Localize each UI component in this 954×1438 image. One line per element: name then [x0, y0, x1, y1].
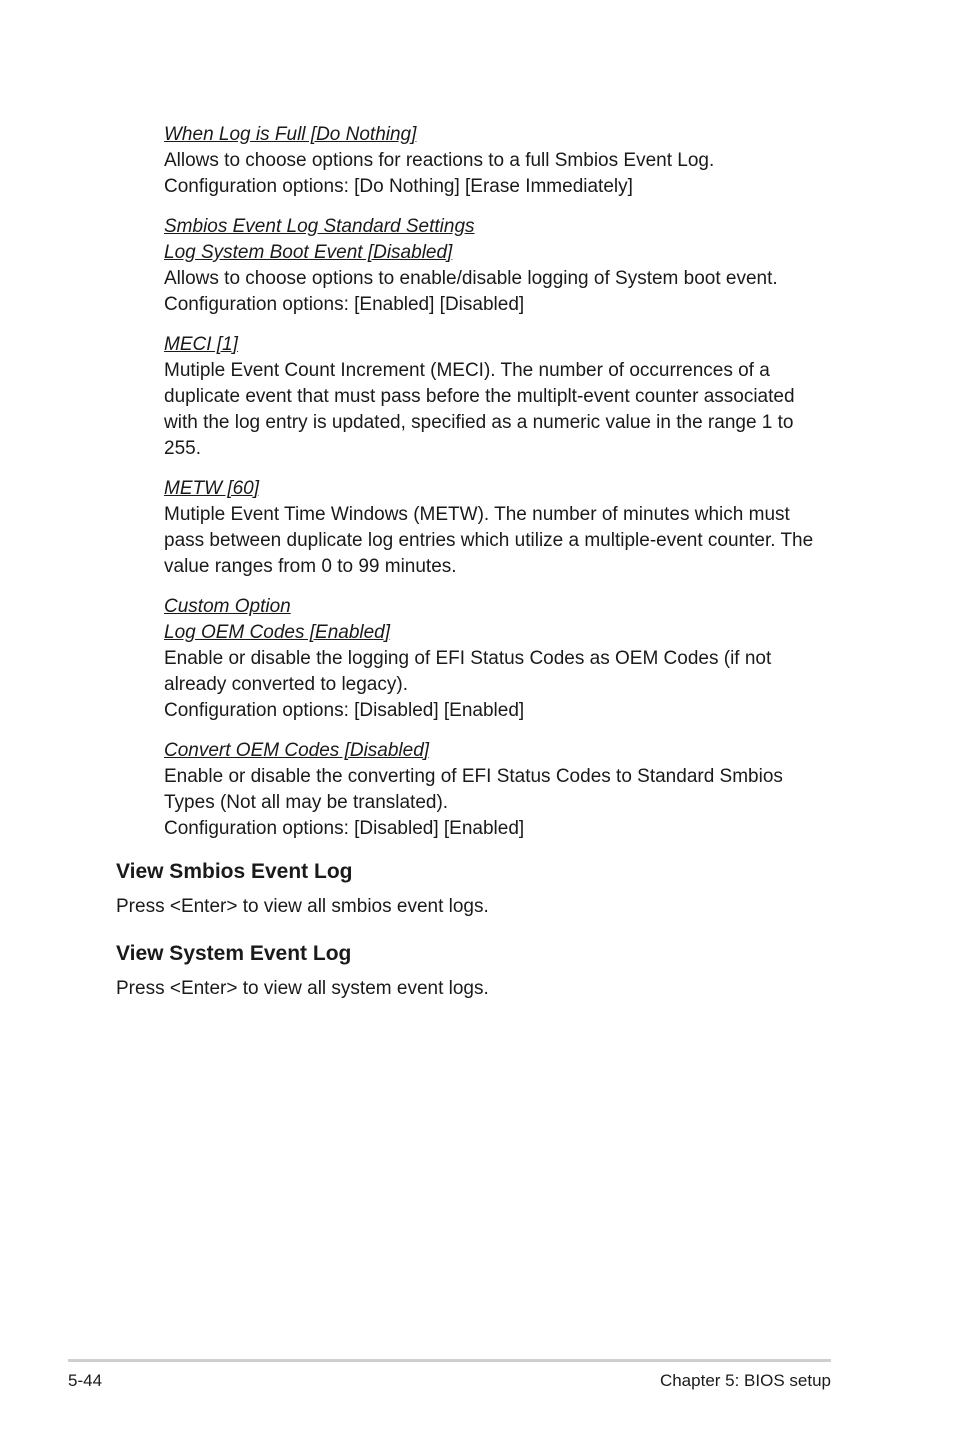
setting-description: with the log entry is updated, specified as a numeric value in the range 1 to	[164, 412, 794, 433]
footer-divider	[68, 1359, 831, 1362]
section-text: Press <Enter> to view all system event logs.	[116, 978, 489, 999]
setting-title: METW [60]	[164, 478, 260, 499]
chapter-title: Chapter 5: BIOS setup	[659, 1371, 831, 1390]
setting-title: When Log is Full [Do Nothing]	[164, 124, 417, 145]
setting-title: Convert OEM Codes [Disabled]	[164, 740, 430, 761]
setting-description: Types (Not all may be translated).	[164, 792, 449, 813]
setting-log-oem-codes	[164, 594, 844, 724]
setting-description: Allows to choose options to enable/disable logging of System boot event.	[164, 268, 778, 289]
setting-options: Configuration options: [Enabled] [Disabled]	[164, 294, 525, 315]
setting-title: Log OEM Codes [Enabled]	[164, 622, 391, 643]
setting-list	[164, 122, 844, 856]
setting-description: Mutiple Event Time Windows (METW). The number of minutes which must	[164, 504, 790, 525]
section-text: Press <Enter> to view all smbios event logs.	[116, 896, 489, 917]
page-number: 5-44	[68, 1371, 103, 1390]
setting-description: Allows to choose options for reactions to a full Smbios Event Log.	[164, 150, 715, 171]
setting-description: pass between duplicate log entries which utilize a multiple-event counter. The	[164, 530, 814, 551]
setting-options: Configuration options: [Disabled] [Enabled]	[164, 700, 525, 721]
setting-group-title: Smbios Event Log Standard Settings	[164, 216, 475, 237]
setting-description: duplicate event that must pass before the multiplt-event counter associated	[164, 386, 795, 407]
setting-log-system-boot-event	[164, 214, 844, 318]
setting-description: 255.	[164, 438, 201, 459]
setting-options: Configuration options: [Disabled] [Enabled]	[164, 818, 525, 839]
section-view-smbios-event-log	[116, 858, 836, 920]
setting-description: already converted to legacy).	[164, 674, 408, 695]
setting-title: MECI [1]	[164, 334, 238, 355]
setting-metw	[164, 476, 844, 580]
setting-description: Enable or disable the converting of EFI Status Codes to Standard Smbios	[164, 766, 783, 787]
setting-title: Log System Boot Event [Disabled]	[164, 242, 453, 263]
setting-description: Mutiple Event Count Increment (MECI). The number of occurrences of a	[164, 360, 770, 381]
section-heading: View Smbios Event Log	[116, 860, 353, 883]
setting-convert-oem-codes	[164, 738, 844, 842]
setting-description: value ranges from 0 to 99 minutes.	[164, 556, 457, 577]
section-heading: View System Event Log	[116, 942, 352, 965]
setting-when-log-is-full	[164, 122, 844, 200]
section-view-system-event-log	[116, 940, 836, 1002]
setting-meci	[164, 332, 844, 462]
setting-description: Enable or disable the logging of EFI Status Codes as OEM Codes (if not	[164, 648, 772, 669]
setting-group-title: Custom Option	[164, 596, 291, 617]
setting-options: Configuration options: [Do Nothing] [Erase Immediately]	[164, 176, 633, 197]
